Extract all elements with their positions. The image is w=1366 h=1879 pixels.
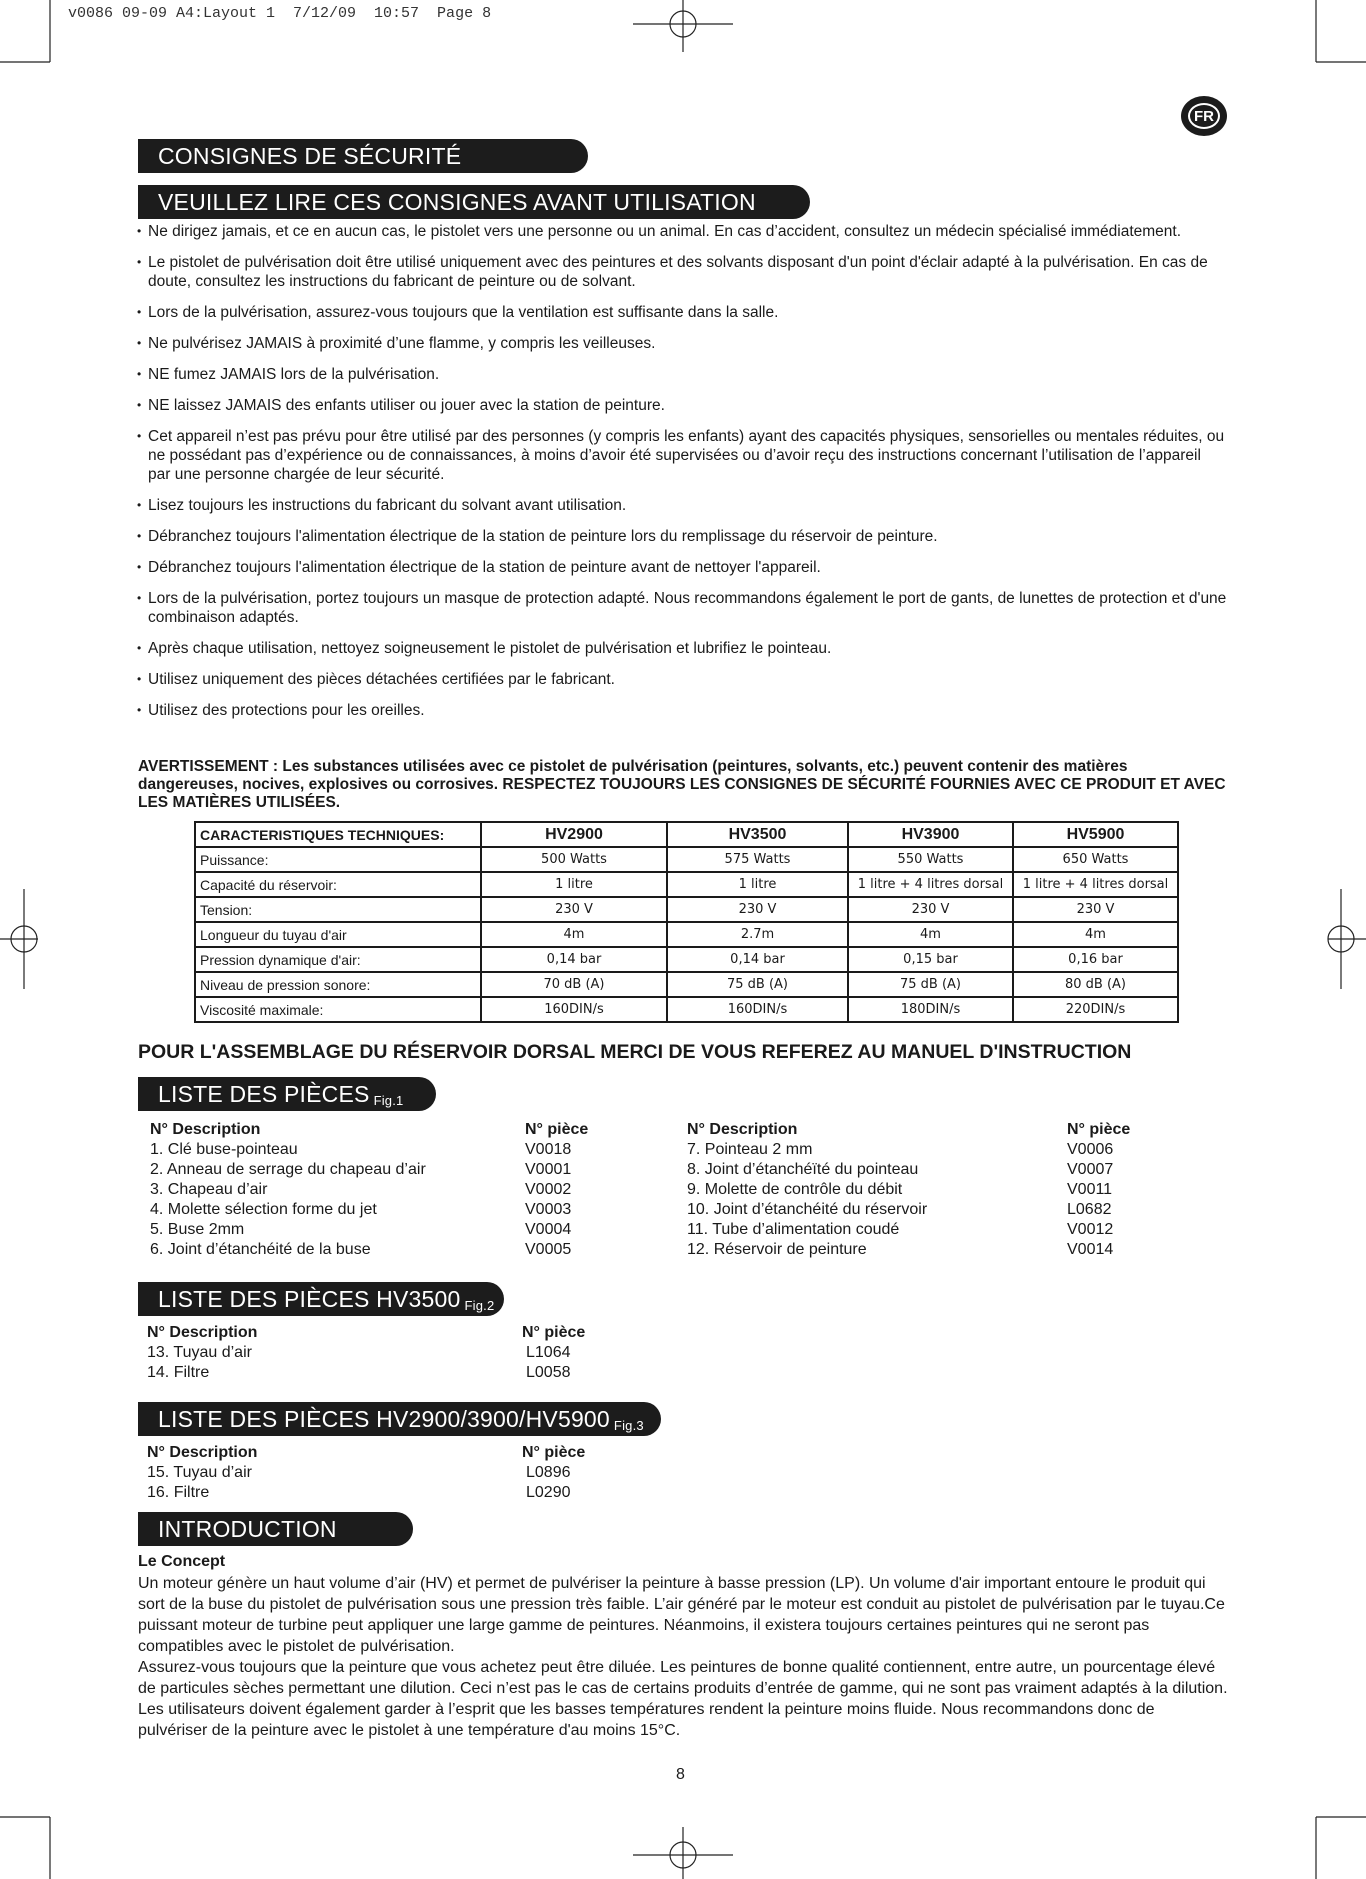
safety-bullet: • Lors de la pulvérisation, assurez-vous toujours que la ventilation est suffisante dans la salle.: [137, 303, 1227, 322]
part-description: 15. Tuyau d’air: [147, 1464, 252, 1481]
safety-bullet: • Cet appareil n’est pas prévu pour être utilisé par des personnes (y compris les enfants) ayant des capacités physiques, sensorielles ou mentales réduites, ou ne possédant pas d’expérience ou de connaissances, à moins d’avoir été supervisées ou d’avoir reçu des instructions concernant l’utilisation de l’appareil par une personne chargée de leur sécurité.: [137, 427, 1227, 484]
safety-bullet: • NE laissez JAMAIS des enfants utiliser ou jouer avec la station de peinture.: [137, 396, 1227, 415]
header-parts-list-hv2900-text: LISTE DES PIÈCES HV2900/3900/HV5900: [158, 1406, 610, 1432]
specs-row-label: Capacité du réservoir:: [195, 872, 481, 897]
part-number: L0682: [1067, 1201, 1112, 1218]
list-item: [150, 1240, 615, 1260]
header-read-before: [138, 185, 810, 219]
header-introduction-text: INTRODUCTION: [158, 1516, 337, 1542]
safety-bullet: • Après chaque utilisation, nettoyez soigneusement le pistolet de pulvérisation et lubrifiez le pointeau.: [137, 639, 1227, 658]
header-safety: [138, 139, 588, 173]
specs-value-cell: 75 dB (A): [667, 972, 848, 997]
specs-value-cell: 0,14 bar: [481, 947, 667, 972]
parts-description-header: N° Description: [150, 1121, 261, 1138]
list-item: [687, 1180, 1157, 1200]
specs-value-cell: 650 Watts: [1013, 847, 1178, 872]
parts-list-header: [150, 1120, 615, 1140]
fig-3-label: Fig.3: [613, 1418, 644, 1433]
header-parts-list-hv3500-text: LISTE DES PIÈCES HV3500: [158, 1286, 461, 1312]
specs-value-cell: 230 V: [481, 897, 667, 922]
specs-value-cell: 1 litre + 4 litres dorsal: [848, 872, 1013, 897]
specs-value-cell: 4m: [481, 922, 667, 947]
list-item: [687, 1200, 1157, 1220]
part-description: 10. Joint d’étanchéité du réservoir: [687, 1201, 928, 1218]
parts-description-header: N° Description: [687, 1121, 798, 1138]
specs-value-cell: 70 dB (A): [481, 972, 667, 997]
parts-description-header: N° Description: [147, 1444, 258, 1461]
safety-bullet: • Ne pulvérisez JAMAIS à proximité d’une flamme, y compris les veilleuses.: [137, 334, 1227, 353]
specs-value-cell: 75 dB (A): [848, 972, 1013, 997]
list-item: [687, 1220, 1157, 1240]
specs-value-cell: 160DIN/s: [481, 997, 667, 1022]
specs-value-cell: 230 V: [848, 897, 1013, 922]
part-description: 6. Joint d’étanchéité de la buse: [150, 1241, 371, 1258]
specs-value-cell: 80 dB (A): [1013, 972, 1178, 997]
fig-1-label: Fig.1: [373, 1093, 404, 1108]
specs-value-cell: 0,16 bar: [1013, 947, 1178, 972]
concept-paragraph: Un moteur génère un haut volume d’air (HV) et permet de pulvériser la peinture à basse pression (LP). Un volume d'air important entoure le produit qui sort de la buse du pistolet de pulvérisation sous une pression très faible. L’air généré par le moteur est conduit au pistolet de pulvérisation par le tuyau.Ce puissant moteur de turbine peut appliquer une large gamme de peintures. Néanmoins, il existera toujours certaines peintures qui ne seront pas compatibles avec le pistolet de pulvérisation.: [138, 1575, 1225, 1655]
part-description: 3. Chapeau d’air: [150, 1181, 268, 1198]
part-number: V0005: [525, 1241, 572, 1258]
specs-value-cell: 220DIN/s: [1013, 997, 1178, 1022]
list-item: [147, 1343, 616, 1363]
list-item: [687, 1240, 1157, 1260]
specs-value-cell: 500 Watts: [481, 847, 667, 872]
part-number: L0896: [526, 1464, 571, 1481]
part-description: 1. Clé buse-pointeau: [150, 1141, 298, 1158]
safety-bullet: • Débranchez toujours l'alimentation électrique de la station de peinture avant de nettoyer l'appareil.: [137, 558, 1227, 577]
specs-value-cell: 230 V: [1013, 897, 1178, 922]
specs-row-label: Tension:: [195, 897, 481, 922]
header-parts-list-1: [138, 1077, 436, 1111]
safety-bullet: • NE fumez JAMAIS lors de la pulvérisation.: [137, 365, 1227, 384]
technical-specs-table: [194, 821, 1179, 1023]
part-description: 12. Réservoir de peinture: [687, 1241, 867, 1258]
specs-value-cell: 0,14 bar: [667, 947, 848, 972]
header-read-before-text: VEUILLEZ LIRE CES CONSIGNES AVANT UTILISATION: [158, 189, 756, 215]
warning-text: AVERTISSEMENT : Les substances utilisées avec ce pistolet de pulvérisation (peintures, solvants, etc.) peuvent contenir des matières dangereuses, nocives, explosives ou corrosives. RESPECTEZ TOUJOURS LES CONSIGNES DE SÉCURITÉ FOURNIES AVEC CE PRODUIT ET AVEC LES MATIÈRES UTILISÉES.: [138, 758, 1226, 811]
part-number: L0290: [526, 1484, 571, 1501]
specs-value-cell: 4m: [848, 922, 1013, 947]
concept-paragraph: Assurez-vous toujours que la peinture que vous achetez peut être diluée. Les peintures de bonne qualité contiennent, entre autre, un pourcentage élevé de particules sèches permettant une dilution. Ceci n’est pas le cas de certains produits d’entrée de gamme, qui ne sont pas vraiment adaptés à la dilution. Les utilisateurs doivent également garder à l’esprit que les basses températures rendent la peinture moins fluide. Nous recommandons donc de pulvériser de la peinture avec le pistolet à une température d'au moins 15°C.: [138, 1659, 1228, 1739]
parts-number-header: N° pièce: [1067, 1121, 1131, 1138]
header-parts-list-hv2900-3900-5900: [138, 1402, 661, 1436]
specs-value-cell: 1 litre: [667, 872, 848, 897]
fig-2-label: Fig.2: [464, 1298, 495, 1313]
list-item: [150, 1200, 615, 1220]
safety-bullet: • Utilisez des protections pour les oreilles.: [137, 701, 1227, 720]
specs-header-cell: HV5900: [1013, 822, 1178, 847]
header-parts-list-1-text: LISTE DES PIÈCES: [158, 1081, 370, 1107]
specs-row: [195, 922, 1178, 947]
specs-row-label: Longueur du tuyau d'air: [195, 922, 481, 947]
specs-value-cell: 2.7m: [667, 922, 848, 947]
specs-row: [195, 997, 1178, 1022]
language-badge: [1181, 96, 1227, 136]
specs-header-row: [195, 822, 1178, 847]
header-introduction: [138, 1512, 413, 1546]
part-number: V0007: [1067, 1161, 1114, 1178]
parts-list-hv2900-3900-5900: [147, 1443, 616, 1503]
part-description: 16. Filtre: [147, 1484, 210, 1501]
part-description: 7. Pointeau 2 mm: [687, 1141, 813, 1158]
parts-list-header: [687, 1120, 1157, 1140]
specs-row-label: Puissance:: [195, 847, 481, 872]
list-item: [150, 1180, 615, 1200]
part-number: V0004: [525, 1221, 572, 1238]
parts-list-1-left: [150, 1120, 615, 1260]
specs-value-cell: 180DIN/s: [848, 997, 1013, 1022]
parts-number-header: N° pièce: [522, 1444, 586, 1461]
parts-number-header: N° pièce: [522, 1324, 586, 1341]
parts-list-header: [147, 1323, 616, 1343]
part-number: V0012: [1067, 1221, 1114, 1238]
concept-title: Le Concept: [138, 1553, 226, 1570]
part-number: V0001: [525, 1161, 572, 1178]
specs-row-label: Niveau de pression sonore:: [195, 972, 481, 997]
part-description: 13. Tuyau d’air: [147, 1344, 252, 1361]
part-number: L0058: [526, 1364, 571, 1381]
part-number: L1064: [526, 1344, 571, 1361]
part-number: V0002: [525, 1181, 572, 1198]
part-description: 14. Filtre: [147, 1364, 210, 1381]
list-item: [150, 1160, 615, 1180]
specs-value-cell: 160DIN/s: [667, 997, 848, 1022]
specs-value-cell: 4m: [1013, 922, 1178, 947]
specs-row: [195, 847, 1178, 872]
part-description: 8. Joint d’étanchéïté du pointeau: [687, 1161, 919, 1178]
list-item: [150, 1220, 615, 1240]
parts-list-header: [147, 1443, 616, 1463]
specs-row-label: Pression dynamique d'air:: [195, 947, 481, 972]
specs-row: [195, 897, 1178, 922]
part-number: V0014: [1067, 1241, 1114, 1258]
list-item: [150, 1140, 615, 1160]
header-parts-list-hv3500: [138, 1282, 504, 1316]
print-slug: v0086 09-09 A4:Layout 1 7/12/09 10:57 Page 8: [68, 5, 492, 22]
safety-bullet: • Débranchez toujours l'alimentation électrique de la station de peinture lors du remplissage du réservoir de peinture.: [137, 527, 1227, 546]
specs-row: [195, 947, 1178, 972]
part-description: 4. Molette sélection forme du jet: [150, 1201, 377, 1218]
list-item: [687, 1140, 1157, 1160]
part-number: V0011: [1067, 1181, 1113, 1198]
safety-bullet: • Lors de la pulvérisation, portez toujours un masque de protection adapté. Nous recommandons également le port de gants, de lunettes de protection et d'une combinaison adaptés.: [137, 589, 1227, 627]
part-number: V0006: [1067, 1141, 1114, 1158]
specs-value-cell: 0,15 bar: [848, 947, 1013, 972]
assembly-note: POUR L'ASSEMBLAGE DU RÉSERVOIR DORSAL MERCI DE VOUS REFEREZ AU MANUEL D'INSTRUCTION: [138, 1041, 1132, 1063]
specs-header-cell: HV3900: [848, 822, 1013, 847]
list-item: [147, 1483, 616, 1503]
list-item: [687, 1160, 1157, 1180]
part-number: V0018: [525, 1141, 572, 1158]
part-description: 9. Molette de contrôle du débit: [687, 1181, 903, 1198]
parts-list-1-right: [687, 1120, 1157, 1260]
specs-header-cell: CARACTERISTIQUES TECHNIQUES:: [195, 822, 481, 847]
safety-bullet: • Ne dirigez jamais, et ce en aucun cas, le pistolet vers une personne ou un animal. En cas d’accident, consultez un médecin spécialisé immédiatement.: [137, 222, 1227, 241]
specs-value-cell: 230 V: [667, 897, 848, 922]
safety-bullet: • Lisez toujours les instructions du fabricant du solvant avant utilisation.: [137, 496, 1227, 515]
list-item: [147, 1363, 616, 1383]
part-number: V0003: [525, 1201, 572, 1218]
safety-bullet: • Utilisez uniquement des pièces détachées certifiées par le fabricant.: [137, 670, 1227, 689]
specs-header-cell: HV3500: [667, 822, 848, 847]
specs-value-cell: 1 litre: [481, 872, 667, 897]
specs-header-cell: HV2900: [481, 822, 667, 847]
specs-row: [195, 972, 1178, 997]
list-item: [147, 1463, 616, 1483]
part-description: 11. Tube d’alimentation coudé: [687, 1221, 900, 1238]
specs-value-cell: 550 Watts: [848, 847, 1013, 872]
language-badge-label: FR: [1188, 103, 1220, 129]
page-number: 8: [676, 1766, 685, 1783]
parts-description-header: N° Description: [147, 1324, 258, 1341]
parts-number-header: N° pièce: [525, 1121, 589, 1138]
specs-row-label: Viscosité maximale:: [195, 997, 481, 1022]
specs-row: [195, 872, 1178, 897]
parts-list-hv3500: [147, 1323, 616, 1383]
specs-value-cell: 1 litre + 4 litres dorsal: [1013, 872, 1178, 897]
part-description: 5. Buse 2mm: [150, 1221, 245, 1238]
header-safety-text: CONSIGNES DE SÉCURITÉ: [158, 143, 462, 169]
part-description: 2. Anneau de serrage du chapeau d’air: [150, 1161, 426, 1178]
specs-value-cell: 575 Watts: [667, 847, 848, 872]
safety-bullet: • Le pistolet de pulvérisation doit être utilisé uniquement avec des peintures et des solvants disposant d'un point d'éclair adapté à la pulvérisation. En cas de doute, consultez les instructions du fabricant de peinture ou de solvant.: [137, 253, 1227, 291]
concept-body: [138, 1573, 1228, 1741]
safety-bullet-list: [137, 222, 1227, 732]
